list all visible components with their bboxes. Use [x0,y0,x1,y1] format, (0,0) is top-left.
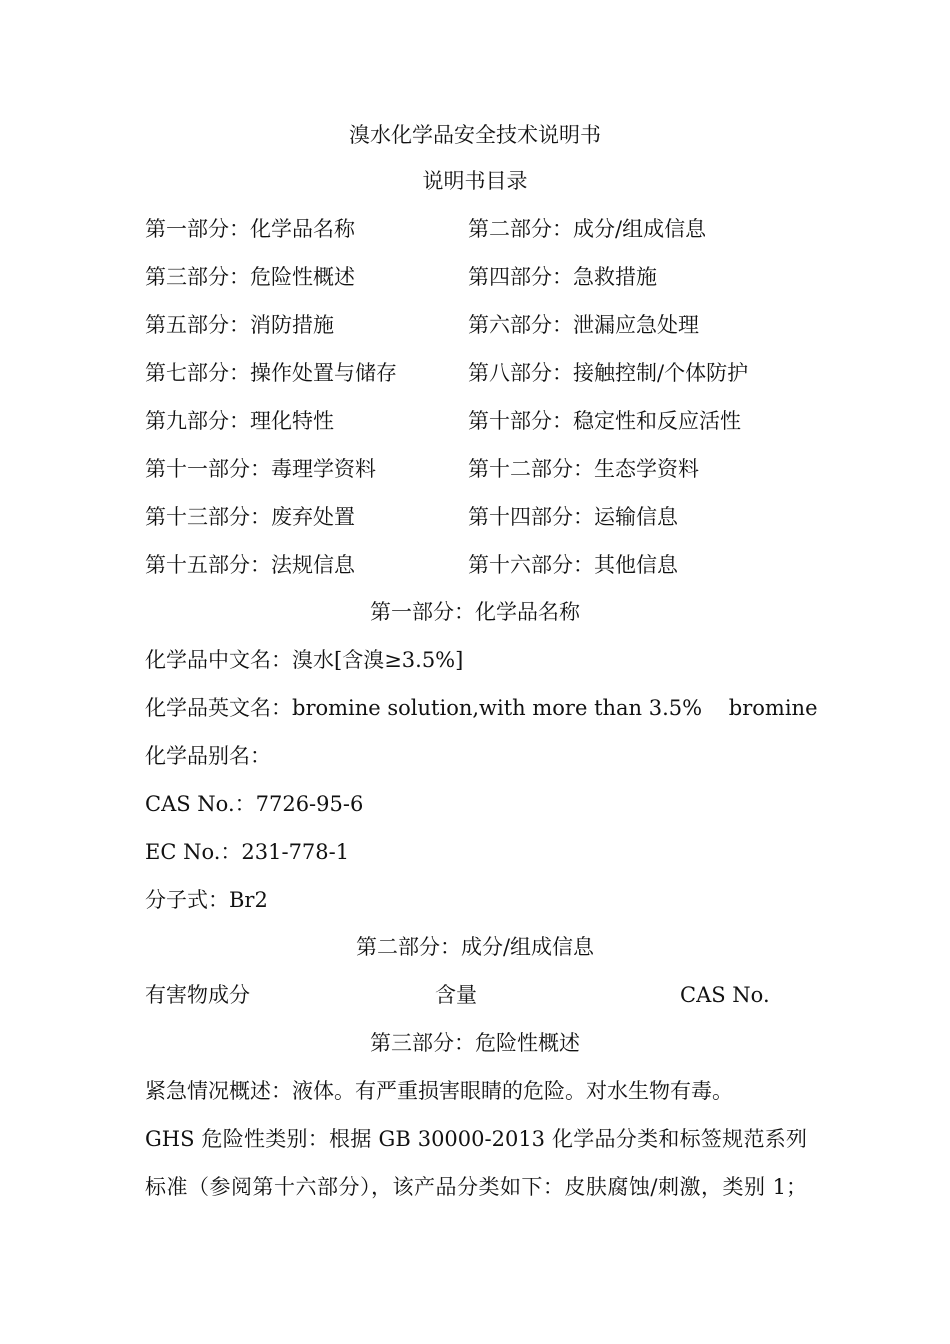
molecular-formula: 分子式：Br2 [145,888,268,912]
toc-item: 第四部分：急救措施 [468,265,657,289]
chinese-name: 化学品中文名：溴水[含溴≥3.5%] [145,648,464,672]
section1-heading: 第一部分：化学品名称 [370,600,580,624]
cas-number: CAS No.：7726-95-6 [145,792,364,816]
toc-heading: 说明书目录 [422,169,528,193]
toc-item: 第十六部分：其他信息 [468,553,678,577]
col-cas: CAS No. [680,983,770,1007]
toc-item: 第十部分：稳定性和反应活性 [468,409,741,433]
col-component: 有害物成分 [145,983,250,1007]
section3-heading: 第三部分：危险性概述 [370,1031,580,1055]
alias-name: 化学品别名： [145,744,271,768]
ghs-classification-line2: 标准（参阅第十六部分），该产品分类如下：皮肤腐蚀/刺激，类别 1； [145,1175,807,1199]
toc-item: 第十三部分：废弃处置 [145,505,355,529]
ghs-classification-line1: GHS 危险性类别：根据 GB 30000-2013 化学品分类和标签规范系列 [145,1127,807,1151]
toc-item: 第六部分：泄漏应急处理 [468,313,699,337]
toc-item: 第一部分：化学品名称 [145,217,355,241]
toc-item: 第八部分：接触控制/个体防护 [468,361,749,385]
ec-number: EC No.：231-778-1 [145,840,350,864]
toc-item: 第五部分：消防措施 [145,313,334,337]
toc-item: 第十四部分：运输信息 [468,505,678,529]
section2-heading: 第二部分：成分/组成信息 [355,935,595,959]
document-title: 溴水化学品安全技术说明书 [349,123,601,147]
toc-item: 第三部分：危险性概述 [145,265,355,289]
emergency-overview: 紧急情况概述：液体。有严重损害眼睛的危险。对水生物有毒。 [145,1079,733,1103]
toc-item: 第七部分：操作处置与储存 [145,361,397,385]
english-name: 化学品英文名：bromine solution,with more than 3.5% bromine [145,696,818,720]
toc-item: 第十五部分：法规信息 [145,553,355,577]
toc-item: 第九部分：理化特性 [145,409,334,433]
col-content: 含量 [435,983,477,1007]
toc-item: 第二部分：成分/组成信息 [468,217,707,241]
toc-item: 第十二部分：生态学资料 [468,457,699,481]
toc-item: 第十一部分：毒理学资料 [145,457,376,481]
